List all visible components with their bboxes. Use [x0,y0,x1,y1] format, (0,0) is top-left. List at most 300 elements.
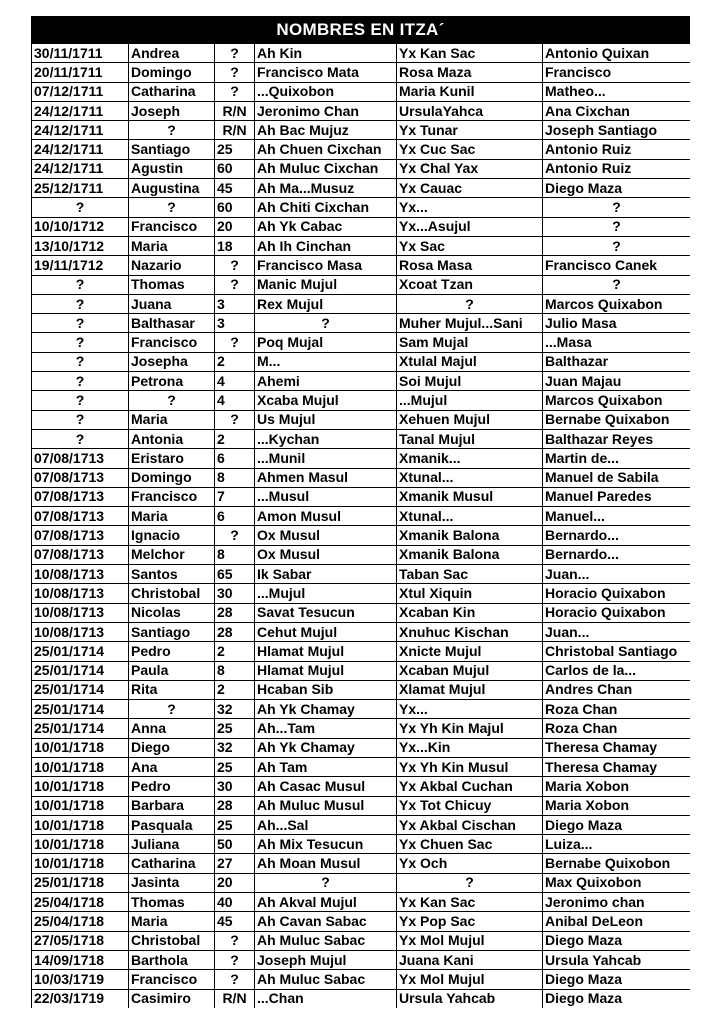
mother-name-cell: ...Mujul [397,391,543,410]
father-name-cell: Ahmen Masul [255,468,397,487]
age-cell: 25 [215,815,255,834]
age-cell: 28 [215,622,255,641]
godparent-cell: Manuel... [543,507,691,526]
father-name-cell: Ah Yk Cabac [255,217,397,236]
father-name-cell: Jeronimo Chan [255,101,397,120]
date-cell: ? [32,198,129,217]
table-row [32,661,691,680]
father-name-cell: Ah Muluc Sabac [255,931,397,950]
godparent-cell: Bernardo... [543,526,691,545]
mother-name-cell: Yx...Asujul [397,217,543,236]
godparent-cell: ? [543,236,691,255]
first-name-cell: Jasinta [129,873,215,892]
age-cell: 8 [215,468,255,487]
table-row [32,333,691,352]
first-name-cell: Thomas [129,893,215,912]
age-cell: 8 [215,545,255,564]
age-cell: 60 [215,198,255,217]
first-name-cell: ? [129,121,215,140]
date-cell: ? [32,410,129,429]
records-table [31,44,690,1008]
godparent-cell: Diego Maza [543,179,691,198]
godparent-cell: Matheo... [543,82,691,101]
table-row [32,815,691,834]
first-name-cell: Juliana [129,835,215,854]
table-row [32,796,691,815]
mother-name-cell: Juana Kani [397,950,543,969]
table-row [32,835,691,854]
father-name-cell: Manic Mujul [255,275,397,294]
age-cell: 2 [215,352,255,371]
date-cell: 10/08/1713 [32,622,129,641]
godparent-cell: Ursula Yahcab [543,950,691,969]
father-name-cell: Ah Kin [255,44,397,63]
date-cell: 25/01/1714 [32,680,129,699]
table-row [32,584,691,603]
godparent-cell: Jeronimo chan [543,893,691,912]
mother-name-cell: Yx... [397,198,543,217]
age-cell: R/N [215,121,255,140]
mother-name-cell: Yx Tunar [397,121,543,140]
table-row [32,256,691,275]
table-row [32,680,691,699]
date-cell: 24/12/1711 [32,140,129,159]
sheet-title: NOMBRES EN ITZA´ [31,16,690,44]
mother-name-cell: Xtulal Majul [397,352,543,371]
table-row [32,294,691,313]
mother-name-cell: Yx Tot Chicuy [397,796,543,815]
date-cell: 14/09/1718 [32,950,129,969]
first-name-cell: Diego [129,738,215,757]
godparent-cell: Maria Xobon [543,796,691,815]
father-name-cell: Hcaban Sib [255,680,397,699]
date-cell: 25/04/1718 [32,912,129,931]
mother-name-cell: ? [397,873,543,892]
age-cell: 6 [215,507,255,526]
godparent-cell: ...Masa [543,333,691,352]
records-sheet [31,16,690,1008]
first-name-cell: Andrea [129,44,215,63]
mother-name-cell: Sam Mujal [397,333,543,352]
age-cell: 2 [215,429,255,448]
father-name-cell: Ahemi [255,372,397,391]
father-name-cell: Ah Yk Chamay [255,738,397,757]
godparent-cell: Maria Xobon [543,777,691,796]
godparent-cell: Manuel Paredes [543,487,691,506]
age-cell: 4 [215,391,255,410]
mother-name-cell: Xmanik... [397,449,543,468]
first-name-cell: ? [129,198,215,217]
date-cell: 07/08/1713 [32,507,129,526]
father-name-cell: Cehut Mujul [255,622,397,641]
first-name-cell: Pasquala [129,815,215,834]
first-name-cell: Barthola [129,950,215,969]
date-cell: 07/08/1713 [32,449,129,468]
date-cell: ? [32,372,129,391]
mother-name-cell: Yx Akbal Cuchan [397,777,543,796]
date-cell: 30/11/1711 [32,44,129,63]
father-name-cell: Ah Tam [255,757,397,776]
age-cell: 18 [215,236,255,255]
age-cell: 30 [215,777,255,796]
mother-name-cell: Yx Yh Kin Majul [397,719,543,738]
godparent-cell: Diego Maza [543,970,691,989]
date-cell: 10/03/1719 [32,970,129,989]
age-cell: ? [215,950,255,969]
first-name-cell: Maria [129,236,215,255]
godparent-cell: Anibal DeLeon [543,912,691,931]
godparent-cell: Manuel de Sabila [543,468,691,487]
mother-name-cell: Yx... [397,700,543,719]
mother-name-cell: Yx Kan Sac [397,44,543,63]
godparent-cell: Antonio Ruiz [543,159,691,178]
date-cell: 10/01/1718 [32,796,129,815]
godparent-cell: Christobal Santiago [543,642,691,661]
first-name-cell: Josepha [129,352,215,371]
first-name-cell: Catharina [129,854,215,873]
age-cell: 45 [215,179,255,198]
mother-name-cell: Yx Kan Sac [397,893,543,912]
godparent-cell: Bernabe Quixobon [543,854,691,873]
father-name-cell: Us Mujul [255,410,397,429]
first-name-cell: Ignacio [129,526,215,545]
date-cell: 19/11/1712 [32,256,129,275]
table-row [32,487,691,506]
godparent-cell: ? [543,198,691,217]
first-name-cell: Pedro [129,642,215,661]
mother-name-cell: Rosa Maza [397,63,543,82]
date-cell: 27/05/1718 [32,931,129,950]
godparent-cell: Carlos de la... [543,661,691,680]
godparent-cell: Max Quixobon [543,873,691,892]
father-name-cell: Ah Chuen Cixchan [255,140,397,159]
date-cell: 10/08/1713 [32,584,129,603]
godparent-cell: ? [543,275,691,294]
table-row [32,642,691,661]
first-name-cell: Nazario [129,256,215,275]
father-name-cell: Hlamat Mujul [255,642,397,661]
mother-name-cell: Yx Akbal Cischan [397,815,543,834]
date-cell: 24/12/1711 [32,101,129,120]
table-row [32,757,691,776]
date-cell: 10/01/1718 [32,777,129,796]
first-name-cell: Melchor [129,545,215,564]
godparent-cell: Roza Chan [543,700,691,719]
table-row [32,970,691,989]
mother-name-cell: Taban Sac [397,565,543,584]
mother-name-cell: Yx Mol Mujul [397,931,543,950]
first-name-cell: Santiago [129,140,215,159]
date-cell: 10/01/1718 [32,815,129,834]
age-cell: 2 [215,680,255,699]
date-cell: ? [32,294,129,313]
godparent-cell: Andres Chan [543,680,691,699]
table-row [32,449,691,468]
date-cell: ? [32,391,129,410]
godparent-cell: Antonio Ruiz [543,140,691,159]
first-name-cell: Nicolas [129,603,215,622]
first-name-cell: Francisco [129,487,215,506]
date-cell: 10/10/1712 [32,217,129,236]
age-cell: ? [215,410,255,429]
father-name-cell: Ah...Tam [255,719,397,738]
date-cell: 07/08/1713 [32,468,129,487]
father-name-cell: Ah Yk Chamay [255,700,397,719]
first-name-cell: Christobal [129,584,215,603]
mother-name-cell: Xmanik Balona [397,526,543,545]
age-cell: ? [215,931,255,950]
father-name-cell: ...Musul [255,487,397,506]
date-cell: 24/12/1711 [32,121,129,140]
father-name-cell: ...Quixobon [255,82,397,101]
age-cell: ? [215,970,255,989]
father-name-cell: ...Kychan [255,429,397,448]
father-name-cell: Ah Cavan Sabac [255,912,397,931]
godparent-cell: Joseph Santiago [543,121,691,140]
father-name-cell: Ah Ma...Musuz [255,179,397,198]
age-cell: 45 [215,912,255,931]
first-name-cell: Eristaro [129,449,215,468]
table-row [32,159,691,178]
godparent-cell: Marcos Quixabon [543,294,691,313]
table-row [32,989,691,1008]
table-row [32,101,691,120]
date-cell: 10/08/1713 [32,603,129,622]
mother-name-cell: Muher Mujul...Sani [397,314,543,333]
mother-name-cell: Yx...Kin [397,738,543,757]
age-cell: ? [215,256,255,275]
father-name-cell: Ah Muluc Cixchan [255,159,397,178]
father-name-cell: Ah Casac Musul [255,777,397,796]
table-row [32,372,691,391]
father-name-cell: ? [255,314,397,333]
table-row [32,391,691,410]
godparent-cell: Horacio Quixabon [543,603,691,622]
father-name-cell: Ah Ih Cinchan [255,236,397,255]
table-row [32,314,691,333]
mother-name-cell: Yx Sac [397,236,543,255]
first-name-cell: Augustina [129,179,215,198]
first-name-cell: Juana [129,294,215,313]
table-row [32,217,691,236]
age-cell: ? [215,44,255,63]
age-cell: 28 [215,603,255,622]
age-cell: 3 [215,294,255,313]
godparent-cell: Diego Maza [543,931,691,950]
date-cell: ? [32,429,129,448]
father-name-cell: Ah Muluc Musul [255,796,397,815]
date-cell: 07/08/1713 [32,487,129,506]
godparent-cell: Antonio Quixan [543,44,691,63]
mother-name-cell: Xlamat Mujul [397,680,543,699]
table-row [32,893,691,912]
father-name-cell: Ah Bac Mujuz [255,121,397,140]
first-name-cell: Casimiro [129,989,215,1008]
date-cell: ? [32,352,129,371]
mother-name-cell: ? [397,294,543,313]
table-row [32,121,691,140]
first-name-cell: Maria [129,410,215,429]
father-name-cell: Joseph Mujul [255,950,397,969]
first-name-cell: Domingo [129,468,215,487]
first-name-cell: Catharina [129,82,215,101]
mother-name-cell: Rosa Masa [397,256,543,275]
father-name-cell: Ik Sabar [255,565,397,584]
table-row [32,719,691,738]
date-cell: 25/01/1714 [32,700,129,719]
table-row [32,700,691,719]
age-cell: 25 [215,719,255,738]
age-cell: ? [215,63,255,82]
mother-name-cell: Maria Kunil [397,82,543,101]
date-cell: 07/08/1713 [32,545,129,564]
godparent-cell: Theresa Chamay [543,757,691,776]
age-cell: 32 [215,738,255,757]
table-row [32,603,691,622]
father-name-cell: Ah Chiti Cixchan [255,198,397,217]
godparent-cell: Balthazar [543,352,691,371]
mother-name-cell: Xtunal... [397,507,543,526]
date-cell: 25/01/1714 [32,642,129,661]
table-row [32,275,691,294]
date-cell: 07/12/1711 [32,82,129,101]
father-name-cell: Ah Mix Tesucun [255,835,397,854]
first-name-cell: Antonia [129,429,215,448]
age-cell: 32 [215,700,255,719]
first-name-cell: ? [129,700,215,719]
mother-name-cell: Xcaban Kin [397,603,543,622]
mother-name-cell: Yx Cauac [397,179,543,198]
godparent-cell: Theresa Chamay [543,738,691,757]
mother-name-cell: Yx Chal Yax [397,159,543,178]
date-cell: 24/12/1711 [32,159,129,178]
first-name-cell: Pedro [129,777,215,796]
godparent-cell: Juan... [543,622,691,641]
table-row [32,622,691,641]
first-name-cell: Santiago [129,622,215,641]
table-row [32,526,691,545]
age-cell: 27 [215,854,255,873]
date-cell: 10/01/1718 [32,835,129,854]
first-name-cell: Ana [129,757,215,776]
age-cell: ? [215,275,255,294]
first-name-cell: Domingo [129,63,215,82]
table-row [32,410,691,429]
father-name-cell: Ox Musul [255,526,397,545]
age-cell: ? [215,526,255,545]
table-row [32,873,691,892]
father-name-cell: Ah Akval Mujul [255,893,397,912]
father-name-cell: ...Mujul [255,584,397,603]
father-name-cell: Ah Muluc Sabac [255,970,397,989]
table-row [32,931,691,950]
date-cell: 13/10/1712 [32,236,129,255]
table-row [32,140,691,159]
age-cell: 30 [215,584,255,603]
age-cell: 20 [215,873,255,892]
table-row [32,236,691,255]
table-row [32,82,691,101]
mother-name-cell: Yx Mol Mujul [397,970,543,989]
first-name-cell: ? [129,391,215,410]
father-name-cell: Amon Musul [255,507,397,526]
godparent-cell: Horacio Quixabon [543,584,691,603]
godparent-cell: Balthazar Reyes [543,429,691,448]
age-cell: 28 [215,796,255,815]
mother-name-cell: Tanal Mujul [397,429,543,448]
first-name-cell: Paula [129,661,215,680]
age-cell: 20 [215,217,255,236]
godparent-cell: Luiza... [543,835,691,854]
table-row [32,738,691,757]
date-cell: 25/12/1711 [32,179,129,198]
first-name-cell: Christobal [129,931,215,950]
table-row [32,912,691,931]
mother-name-cell: Soi Mujul [397,372,543,391]
father-name-cell: ...Chan [255,989,397,1008]
date-cell: 10/08/1713 [32,565,129,584]
mother-name-cell: Yx Cuc Sac [397,140,543,159]
date-cell: ? [32,275,129,294]
records-body [32,44,691,1008]
first-name-cell: Santos [129,565,215,584]
date-cell: 20/11/1711 [32,63,129,82]
godparent-cell: ? [543,217,691,236]
first-name-cell: Barbara [129,796,215,815]
godparent-cell: Roza Chan [543,719,691,738]
father-name-cell: M... [255,352,397,371]
age-cell: 2 [215,642,255,661]
first-name-cell: Maria [129,507,215,526]
first-name-cell: Francisco [129,333,215,352]
age-cell: 40 [215,893,255,912]
age-cell: 65 [215,565,255,584]
first-name-cell: Anna [129,719,215,738]
mother-name-cell: Xehuen Mujul [397,410,543,429]
date-cell: 25/04/1718 [32,893,129,912]
mother-name-cell: UrsulaYahca [397,101,543,120]
mother-name-cell: Xnicte Mujul [397,642,543,661]
table-row [32,63,691,82]
table-row [32,44,691,63]
table-row [32,950,691,969]
table-row [32,198,691,217]
godparent-cell: Francisco Canek [543,256,691,275]
father-name-cell: ? [255,873,397,892]
table-row [32,179,691,198]
table-row [32,854,691,873]
age-cell: 25 [215,140,255,159]
mother-name-cell: Yx Chuen Sac [397,835,543,854]
father-name-cell: Rex Mujul [255,294,397,313]
godparent-cell: Diego Maza [543,815,691,834]
age-cell: 50 [215,835,255,854]
table-row [32,352,691,371]
godparent-cell: Diego Maza [543,989,691,1008]
father-name-cell: Hlamat Mujul [255,661,397,680]
mother-name-cell: Xmanik Musul [397,487,543,506]
mother-name-cell: Xmanik Balona [397,545,543,564]
age-cell: 3 [215,314,255,333]
age-cell: R/N [215,101,255,120]
mother-name-cell: Yx Pop Sac [397,912,543,931]
age-cell: 8 [215,661,255,680]
mother-name-cell: Xcaban Mujul [397,661,543,680]
father-name-cell: Ah...Sal [255,815,397,834]
age-cell: R/N [215,989,255,1008]
date-cell: 10/01/1718 [32,757,129,776]
godparent-cell: Marcos Quixabon [543,391,691,410]
